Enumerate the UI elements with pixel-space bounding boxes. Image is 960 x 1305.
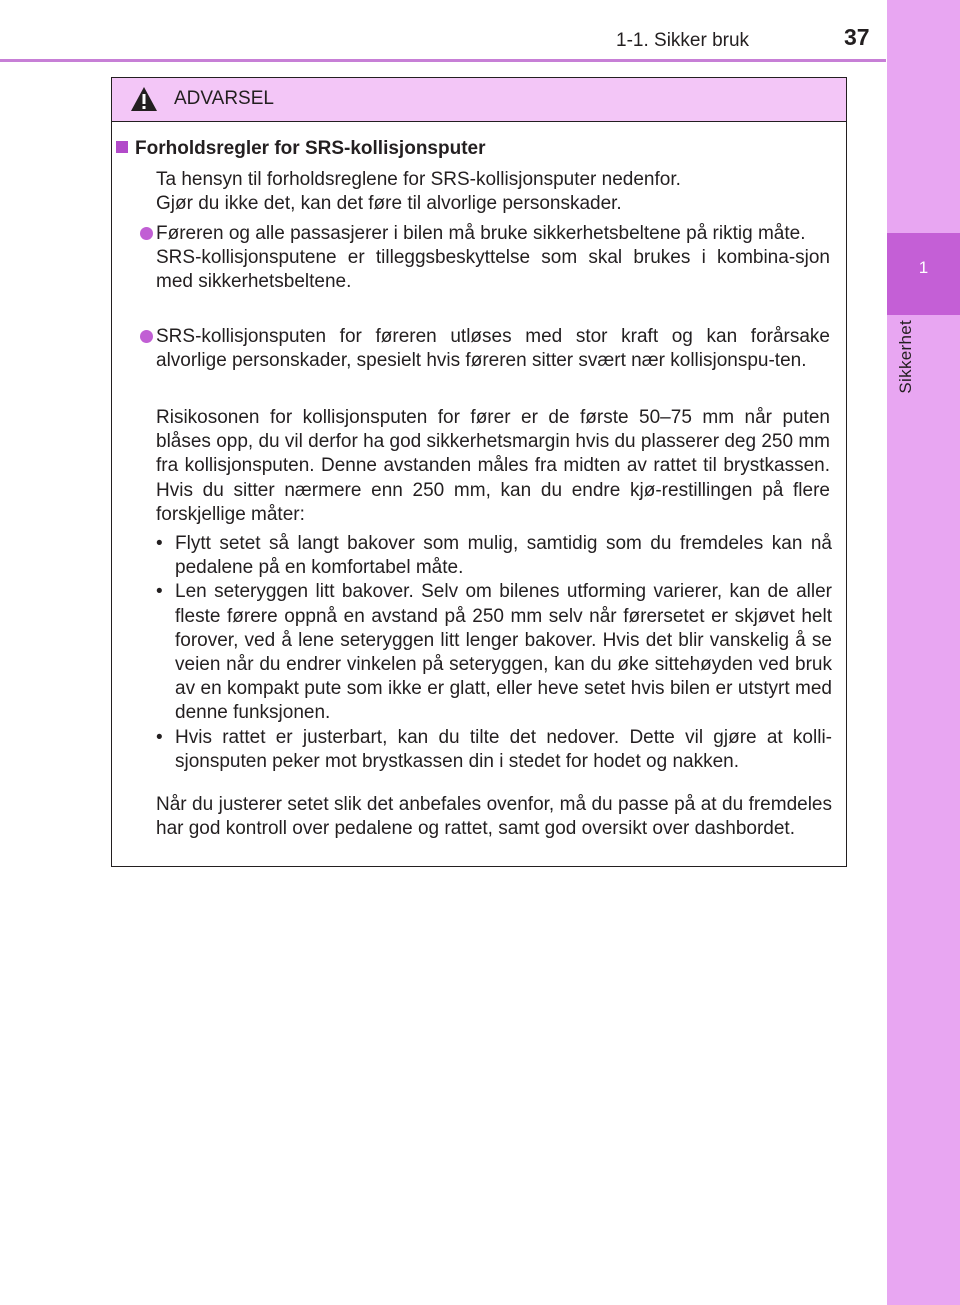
- header-section-title: 1-1. Sikker bruk: [616, 30, 750, 51]
- section-heading-text: Forholdsregler for SRS-kollisjonsputer: [135, 138, 486, 159]
- bullet-item: [156, 726, 832, 774]
- intro-paragraph: [156, 168, 830, 216]
- bullet-text: • Len seteryggen litt bakover. Selv om bilenes utforming varierer, kan de aller fleste førere oppnå en avstand på 250 mm selv når førersetet er skjøvet helt forover, ved å lene seteryggen litt lenger bakover. Hvis det blir vanskelig å se veien når du endrer vinkelen på seteryggen, kan du øke sittehøyden ved bruk av en kompakt pute som ikke er glatt, eller heve setet hvis bilen er utstyrt med denne funksjonen.: [175, 581, 832, 724]
- bullet-item: [156, 580, 832, 725]
- point-item: [138, 222, 830, 295]
- risk-text: Risikosonen for kollisjonsputen for fører er de første 50–75 mm når puten blåses opp, du vil derfor ha god sikkerhetsmargin hvis du plasserer deg 250 mm fra kollisjonsputen. Denne avstanden måles fra midten av rattet til brystkassen. Hvis du sitter nærmere enn 250 mm, kan du endre kjø-restillingen på flere forskjellige måter:: [156, 407, 830, 525]
- round-bullet-icon: [140, 330, 153, 343]
- chapter-tab-number: 1: [918, 258, 929, 277]
- risk-paragraph: [156, 406, 830, 527]
- bullet-list: [156, 532, 832, 860]
- point-item: [138, 325, 830, 373]
- point-text: [156, 222, 830, 295]
- intro-line: Gjør du ikke det, kan det føre til alvorlige personskader.: [156, 193, 622, 215]
- chapter-tab-label-wrap: [896, 320, 920, 420]
- chapter-tab-label: Sikkerhet: [896, 320, 915, 394]
- page-number: 37: [844, 24, 870, 50]
- chapter-side-strip: [887, 0, 960, 1305]
- intro-line: Ta hensyn til forholdsreglene for SRS-kollisjonsputer nedenfor.: [156, 169, 681, 190]
- warning-title: ADVARSEL: [174, 88, 274, 109]
- section-heading: [116, 137, 486, 161]
- point-text: [156, 325, 830, 373]
- closing-paragraph: [156, 793, 832, 841]
- bullet-text: • Hvis rattet er justerbart, kan du tilte det nedover. Dette vil gjøre at kolli-sjonsputen peker mot brystkassen din i stedet for hodet og nakken.: [175, 726, 832, 772]
- bullet-item: [156, 532, 832, 580]
- point-line: SRS-kollisjonsputen for føreren utløses med stor kraft og kan forårsake alvorlige personskader, spesielt hvis føreren sitter svært nær kollisjonspu-ten.: [156, 326, 830, 372]
- header-rule: [0, 59, 886, 62]
- point-line: SRS-kollisjonsputene er tilleggsbeskyttelse som skal brukes i kombina-sjon med sikkerhetsbeltene.: [156, 247, 830, 293]
- warning-header: [112, 78, 846, 122]
- bullet-text: • Flytt setet så langt bakover som mulig, samtidig som du fremdeles kan nå pedalene på en komfortabel måte.: [175, 533, 832, 579]
- round-bullet-icon: [140, 227, 153, 240]
- closing-text: Når du justerer setet slik det anbefales ovenfor, må du passe på at du fremdeles har god kontroll over pedalene og rattet, samt god oversikt over dashbordet.: [156, 794, 832, 840]
- warning-box: [111, 77, 847, 867]
- warning-triangle-icon: [130, 86, 158, 112]
- point-line: Føreren og alle passasjerer i bilen må bruke sikkerhetsbeltene på riktig måte.: [156, 223, 806, 244]
- square-bullet-icon: [116, 141, 128, 153]
